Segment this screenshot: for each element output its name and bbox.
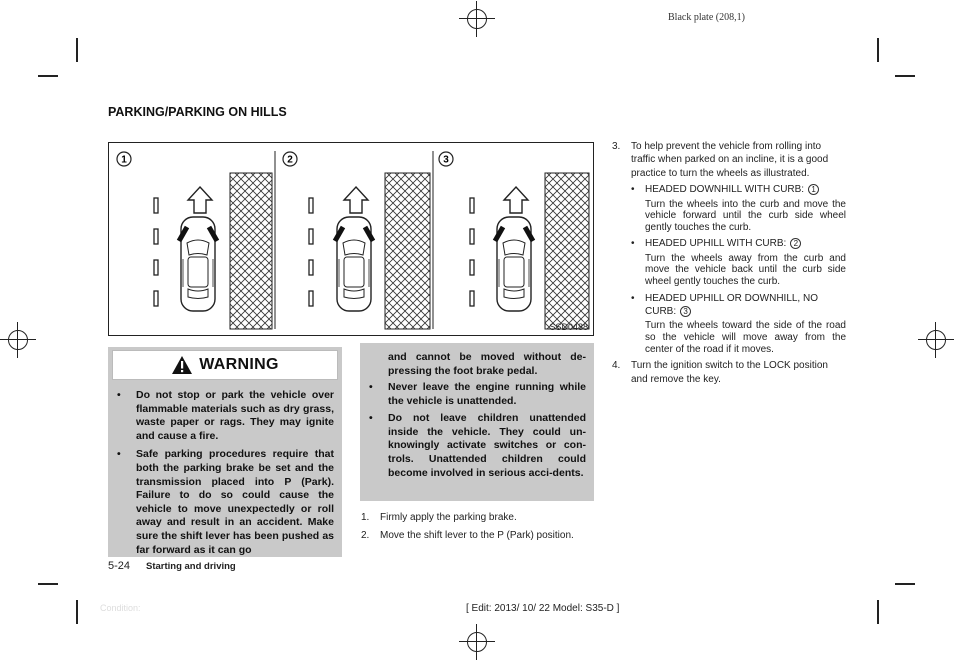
panel-3 [439,152,589,329]
bullet-item: • HEADED UPHILL OR DOWNHILL, NO CURB: 3 [631,292,818,317]
warning-list [368,381,586,484]
warning-item: • Never leave the engine running while the vehicle is unattended. [369,381,586,407]
step-item: 2. Move the shift lever to the P (Park) position. [361,530,574,541]
warning-heading [112,350,338,380]
condition-label: Condition: [100,603,141,613]
bullet-item: • HEADED UPHILL WITH CURB: 2 [631,237,846,250]
warning-item: • Safe parking procedures require that both the parking brake be set and the transmission placed into P (Park). Failure to do so could cause the vehicle to move unexpectedly or roll away and result in an accident. Make sure the shift lever has been pushed as far forward as it can go [117,448,334,556]
plate-label: Black plate (208,1) [668,12,745,23]
crop-mark [76,600,78,624]
crop-mark [38,75,58,77]
crop-mark [895,583,915,585]
panel-2 [283,152,430,329]
bullet-description: Turn the wheels away from the curb and move the vehicle back until the curb side wheel gently touches the curb. [645,252,846,287]
warning-item: • Do not stop or park the vehicle over flammable materials such as dry grass, waste paper or rags. They may ignite and cause a fire. [117,389,334,442]
circled-number-icon: 1 [808,184,819,195]
crop-mark [877,600,879,624]
registration-mark-icon [918,322,954,358]
panel-1 [117,152,272,329]
step-item: 3. To help prevent the vehicle from rolling into traffic when parked on an incline, it is a good practice to turn the wheels as illustrated. • HEADED DOWNHILL WITH CURB: 1 Turn the wheels into the curb and move the vehicle forward until the curb side wheel gently touches the curb. • HEADED UPHILL WITH CURB: 2 Turn the wheels away from the curb and move the vehicle back until the curb side wheel gently touches the curb. • HEADED UPHILL OR DOWNHILL, NO CURB: 3 Turn the wheels toward the side of the road so the vehicle will move away from the center of the road if it moves. [612,141,846,355]
bullet-description: Turn the wheels toward the side of the road so the vehicle will move away from the center of the road if it moves. [645,320,846,355]
page-number: 5-24 [108,560,131,572]
warning-box [108,347,342,557]
section-title: PARKING/PARKING ON HILLS [108,105,287,119]
registration-mark-icon [459,624,495,660]
crop-mark [895,75,915,77]
footer-section-title: Starting and driving [146,561,236,572]
step-item: 4. Turn the ignition switch to the LOCK position and remove the key. [612,360,828,385]
panel-label: 1 [121,154,127,166]
circled-number-icon: 2 [790,238,801,249]
warning-list [116,389,334,557]
warning-title: WARNING [199,356,279,373]
right-column [612,140,846,390]
warning-continuation: and cannot be moved without de-pressing the foot brake pedal. [388,351,586,377]
crop-mark [76,38,78,62]
step-item: 1. Firmly apply the parking brake. [361,512,517,523]
step-list [361,511,597,547]
bullet-item: • HEADED DOWNHILL WITH CURB: 1 [631,183,846,196]
circled-number-icon: 3 [680,306,691,317]
parking-illustration [108,142,594,336]
parking-diagram [109,143,592,334]
figure-code: SSD0488 [549,322,588,332]
warning-box-continued [360,343,594,501]
warning-triangle-icon [171,355,193,375]
panel-label: 2 [287,154,293,166]
registration-mark-icon [459,1,495,37]
crop-mark [877,38,879,62]
edit-info: [ Edit: 2013/ 10/ 22 Model: S35-D ] [466,603,620,614]
warning-item: • Do not leave children unattended inside the vehicle. They could un-knowingly activate switches or con-trols. Unattended children could become involved in serious acci-dents. [369,412,586,479]
bullet-description: Turn the wheels into the curb and move the vehicle forward until the curb side wheel gently touches the curb. [645,198,846,233]
panel-label: 3 [443,154,449,166]
crop-mark [38,583,58,585]
registration-mark-icon [0,322,36,358]
